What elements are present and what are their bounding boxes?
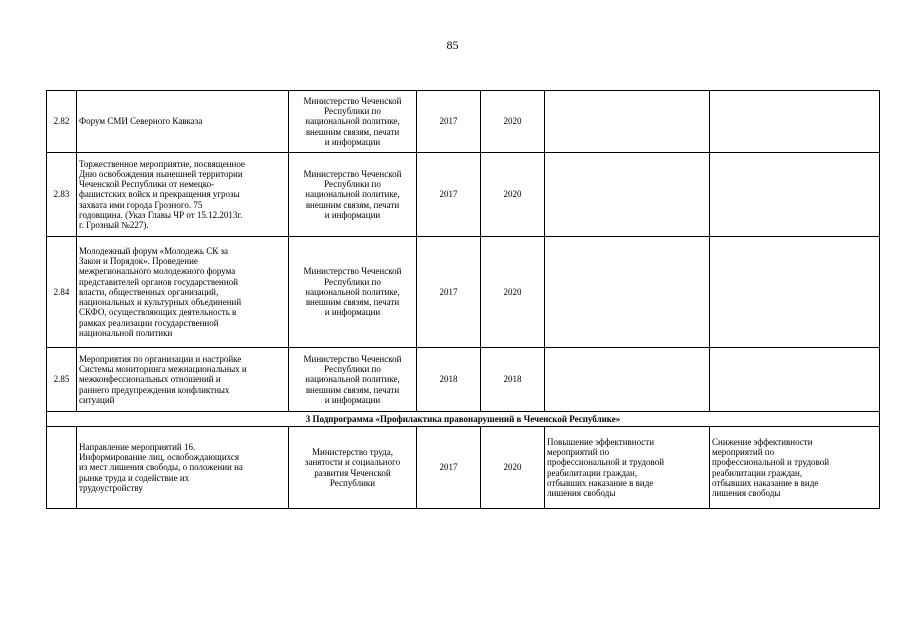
page-number: 85 <box>446 38 459 52</box>
expected-result: Повышение эффективности мероприятий по профессиональной и трудовой реабилитации граждан, отбывших наказание в виде лишения свободы <box>545 427 710 509</box>
expected-result <box>545 348 710 412</box>
table-row <box>47 153 880 237</box>
executor: Министерство Чеченской Республики по национальной политике, внешним связям, печати и информации <box>289 237 417 348</box>
subprogram-title: 3 Подпрограмма «Профилактика правонарушений в Чеченской Республике» <box>47 412 880 427</box>
expected-result <box>545 153 710 237</box>
end-year: 2020 <box>481 427 545 509</box>
subprogram-header-row <box>47 412 880 427</box>
table-row <box>47 348 880 412</box>
start-year: 2017 <box>417 237 481 348</box>
measure-name: Мероприятия по организации и настройке Системы мониторинга межнациональных и межконфессиональных отношений и раннего предупреждения конфликтных ситуаций <box>77 348 289 412</box>
measure-name: Форум СМИ Северного Кавказа <box>77 91 289 153</box>
executor: Министерство Чеченской Республики по национальной политике, внешним связям, печати и информации <box>289 153 417 237</box>
end-year: 2020 <box>481 237 545 348</box>
end-year: 2020 <box>481 91 545 153</box>
measures-table <box>46 90 880 509</box>
consequence <box>710 153 880 237</box>
end-year: 2018 <box>481 348 545 412</box>
expected-result <box>545 237 710 348</box>
row-number: 2.82 <box>47 91 77 153</box>
row-number: 2.85 <box>47 348 77 412</box>
start-year: 2018 <box>417 348 481 412</box>
measure-name: Молодежный форум «Молодежь СК за Закон и Порядок». Проведение межрегионального молодежного форума представителей органов государственной власти, общественных организаций, национальных и культурных объединений СКФО, осуществляющих деятельность в рамках реализации государственной национальной политики <box>77 237 289 348</box>
row-number <box>47 427 77 509</box>
executor: Министерство Чеченской Республики по национальной политике, внешним связям, печати и информации <box>289 91 417 153</box>
end-year: 2020 <box>481 153 545 237</box>
start-year: 2017 <box>417 153 481 237</box>
consequence <box>710 91 880 153</box>
consequence: Снижение эффективности мероприятий по профессиональной и трудовой реабилитации граждан, отбывших наказание в виде лишения свободы <box>710 427 880 509</box>
start-year: 2017 <box>417 427 481 509</box>
executor: Министерство Чеченской Республики по национальной политике, внешним связям, печати и информации <box>289 348 417 412</box>
row-number: 2.83 <box>47 153 77 237</box>
table-row <box>47 237 880 348</box>
table-row <box>47 427 880 509</box>
consequence <box>710 237 880 348</box>
executor: Министерство труда, занятости и социального развития Чеченской Республики <box>289 427 417 509</box>
expected-result <box>545 91 710 153</box>
consequence <box>710 348 880 412</box>
row-number: 2.84 <box>47 237 77 348</box>
table-row <box>47 91 880 153</box>
start-year: 2017 <box>417 91 481 153</box>
measure-name: Направление мероприятий 16. Информирование лиц, освобождающихся из мест лишения свободы, о положении на рынке труда и содействие их трудоустройству <box>77 427 289 509</box>
measure-name: Торжественное мероприятие, посвященное Дню освобождения нынешней территории Чеченской Республики от немецко- фашистских войск и прекращения угрозы захвата ими города Грозного. 75 годовщина. (Указ Главы ЧР от 15.12.2013г. г. Грозный №227). <box>77 153 289 237</box>
